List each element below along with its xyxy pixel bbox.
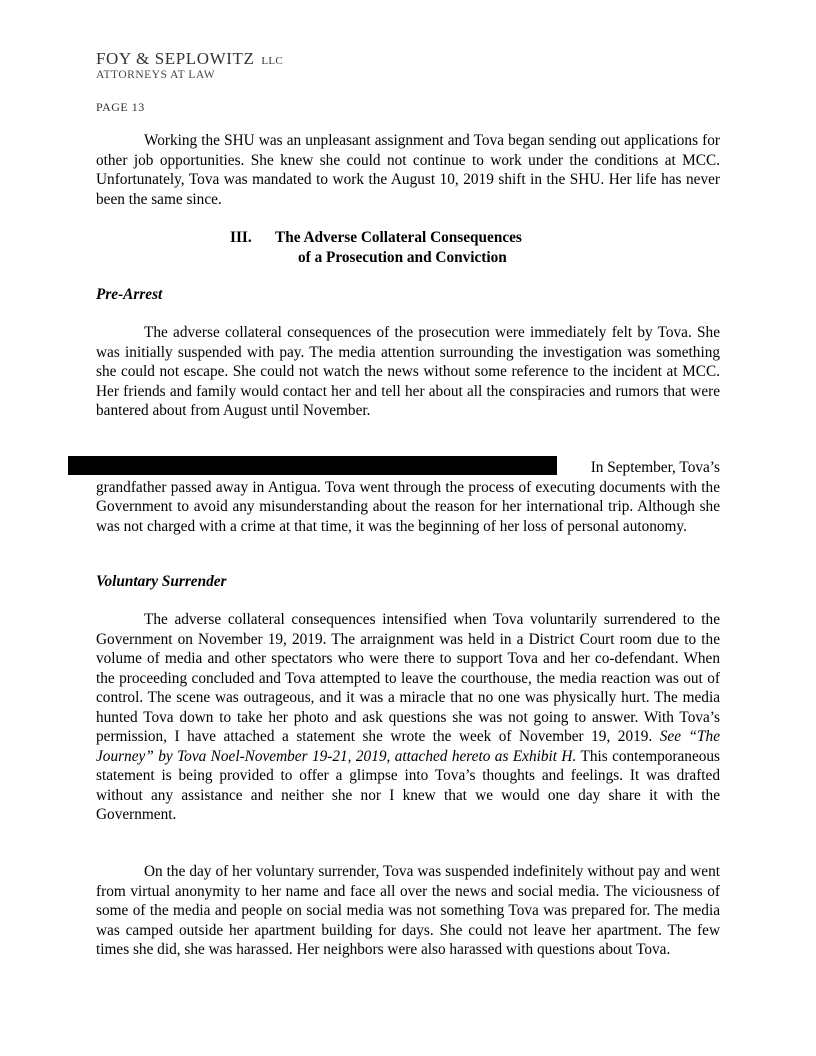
page-number: PAGE 13 — [96, 100, 145, 114]
paragraph-pre-arrest-2-first-line: In September, Tova’s — [590, 459, 720, 476]
paragraph-text: On the day of her voluntary surrender, Tova was suspended indefinitely without pay and went from virtual anonymity to her name and face all over the news and social media. The viciousness of some of the media and people on social media was not something Tova was prepared for. The media was camped outside her apartment building for days. She could not leave her apartment. The few times she did, she was harassed. Her neighbors were also harassed with questions about Tova. — [96, 863, 720, 958]
section-numeral: III. — [230, 229, 252, 246]
paragraph-text-b: This contemporaneous statement is being provided to offer a glimpse into Tova’s thoughts and feelings. It was drafted without any assistance and neither she nor I knew that we would one day share it with the Government. — [96, 747, 720, 823]
firm-name — [96, 49, 283, 69]
paragraph-text: Working the SHU was an unpleasant assignment and Tova began sending out applications for other job opportunities. She knew she could not continue to work under the conditions at MCC. Unfortunately, Tova was mandated to work the August 10, 2019 shift in the SHU. Her life has never been the same since. — [96, 132, 720, 208]
section-title-line1: The Adverse Collateral Consequences — [275, 229, 522, 246]
firm-name-text: FOY & SEPLOWITZ — [96, 49, 255, 68]
paragraph-text-a: The adverse collateral consequences intensified when Tova voluntarily surrendered to the Government on November 19, 2019. The arraignment was held in a District Court room due to the volume of media and other spectators who were there to support Tova and her co-defendant. When the proceeding concluded and Tova attempted to leave the courthouse, the media reaction was out of control. The scene was outrageous, and it was a miracle that no one was physically hurt. The media hunted Tova down to take her photo and ask questions she was not going to answer. With Tova’s permission, I have attached a statement she wrote the week of November 19, 2019. — [96, 611, 720, 745]
paragraph-shu — [96, 131, 720, 209]
subheading-voluntary-surrender: Voluntary Surrender — [96, 573, 227, 590]
paragraph-text — [96, 610, 720, 825]
paragraph-text: grandfather passed away in Antigua. Tova went through the process of executing documents with the Government to avoid any misunderstanding about the reason for her international trip. Although she was not charged with a crime at that time, it was the beginning of her loss of personal autonomy. — [96, 478, 720, 535]
firm-subtitle: ATTORNEYS AT LAW — [96, 69, 216, 81]
firm-suffix: LLC — [261, 55, 284, 67]
exhibit-citation: See “The Journey” by Tova Noel-November 19-21, 2019, attached hereto as Exhibit H. — [96, 728, 720, 765]
paragraph-voluntary-surrender-1 — [96, 610, 720, 825]
paragraph-voluntary-surrender-2 — [96, 862, 720, 960]
subheading-pre-arrest: Pre-Arrest — [96, 286, 163, 303]
paragraph-text: The adverse collateral consequences of the prosecution were immediately felt by Tova. She was initially suspended with pay. The media attention surrounding the investigation was something she could not escape. She could not watch the news without some reference to the incident at MCC. Her friends and family would contact her and tell her about all the conspiracies and rumors that were bantered about from August until November. — [96, 324, 720, 419]
paragraph-pre-arrest-2 — [96, 478, 720, 537]
paragraph-pre-arrest-1 — [96, 323, 720, 421]
section-title-line2: of a Prosecution and Conviction — [298, 248, 507, 266]
